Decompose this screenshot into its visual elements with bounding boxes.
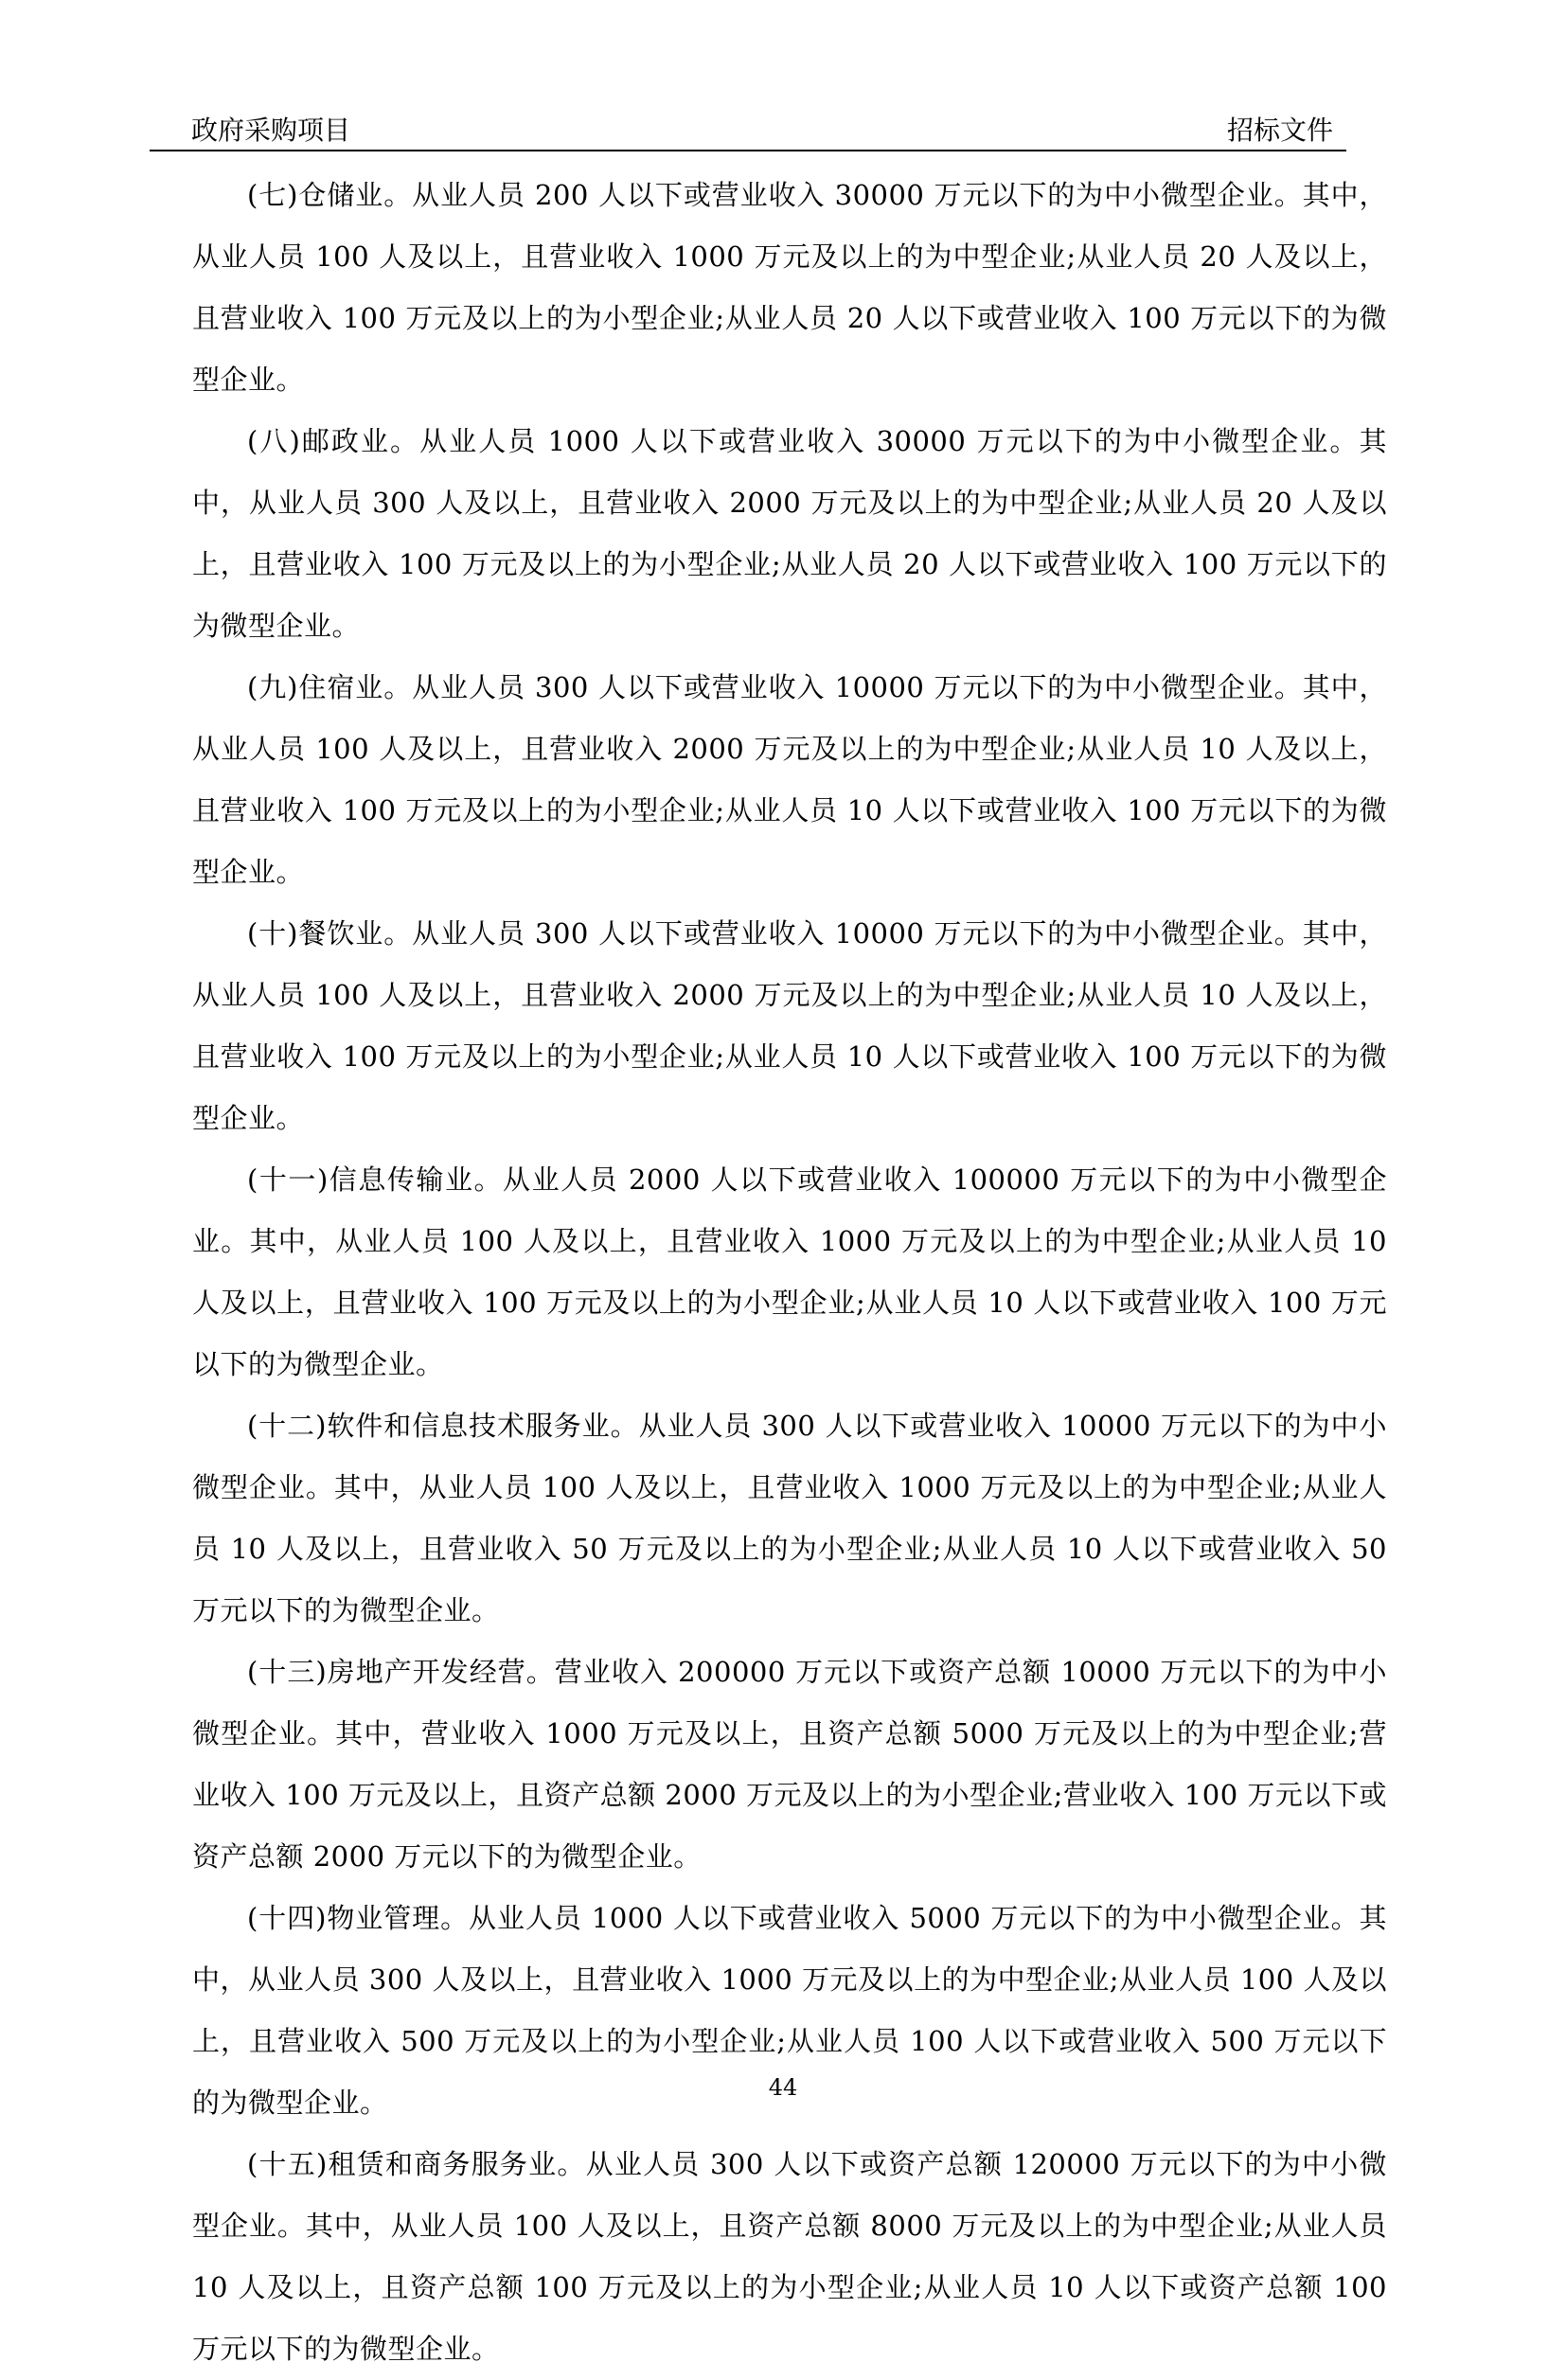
paragraph-catering: (十)餐饮业。从业人员 300 人以下或营业收入 10000 万元以下的为中小微型企业。其中，从业人员 100 人及以上，且营业收入 2000 万元及以上的为中型企业;从业人员 10 人及以上，且营业收入 100 万元及以上的为小型企业;从业人员 10 人以下或营业收入 100 万元以下的为微型企业。 (192, 917, 1387, 1134)
header-document-type: 招标文件 (1226, 115, 1333, 146)
document-body (192, 165, 1387, 2380)
paragraph-warehousing: (七)仓储业。从业人员 200 人以下或营业收入 30000 万元以下的为中小微型企业。其中，从业人员 100 人及以上，且营业收入 1000 万元及以上的为中型企业;从业人员 20 人及以上，且营业收入 100 万元及以上的为小型企业;从业人员 20 人以下或营业收入 100 万元以下的为微型企业。 (192, 179, 1387, 396)
paragraph-leasing-business-services: (十五)租赁和商务服务业。从业人员 300 人以下或资产总额 120000 万元以下的为中小微型企业。其中，从业人员 100 人及以上，且资产总额 8000 万元及以上的为中型企业;从业人员 10 人及以上，且资产总额 100 万元及以上的为小型企业;从业人员 10 人以下或资产总额 100 万元以下的为微型企业。 (192, 2148, 1387, 2365)
page-number: 44 (768, 2074, 798, 2101)
paragraph-property-management: (十四)物业管理。从业人员 1000 人以下或营业收入 5000 万元以下的为中小微型企业。其中，从业人员 300 人及以上，且营业收入 1000 万元及以上的为中型企业;从业人员 100 人及以上，且营业收入 500 万元及以上的为小型企业;从业人员 100 人以下或营业收入 500 万元以下的为微型企业。 (192, 1902, 1387, 2119)
paragraph-real-estate: (十三)房地产开发经营。营业收入 200000 万元以下或资产总额 10000 万元以下的为中小微型企业。其中，营业收入 1000 万元及以上，且资产总额 5000 万元及以上的为中型企业;营业收入 100 万元及以上，且资产总额 2000 万元及以上的为小型企业;营业收入 100 万元以下或资产总额 2000 万元以下的为微型企业。 (192, 1656, 1387, 1873)
paragraph-accommodation: (九)住宿业。从业人员 300 人以下或营业收入 10000 万元以下的为中小微型企业。其中，从业人员 100 人及以上，且营业收入 2000 万元及以上的为中型企业;从业人员 10 人及以上，且营业收入 100 万元及以上的为小型企业;从业人员 10 人以下或营业收入 100 万元以下的为微型企业。 (192, 671, 1387, 888)
paragraph-software-it-services: (十二)软件和信息技术服务业。从业人员 300 人以下或营业收入 10000 万元以下的为中小微型企业。其中，从业人员 100 人及以上，且营业收入 1000 万元及以上的为中型企业;从业人员 10 人及以上，且营业收入 50 万元及以上的为小型企业;从业人员 10 人以下或营业收入 50 万元以下的为微型企业。 (192, 1410, 1387, 1626)
header-project-type: 政府采购项目 (191, 115, 351, 146)
paragraph-information-transmission: (十一)信息传输业。从业人员 2000 人以下或营业收入 100000 万元以下的为中小微型企业。其中，从业人员 100 人及以上，且营业收入 1000 万元及以上的为中型企业;从业人员 10 人及以上，且营业收入 100 万元及以上的为小型企业;从业人员 10 人以下或营业收入 100 万元以下的为微型企业。 (192, 1163, 1387, 1380)
page-header (150, 112, 1346, 151)
paragraph-postal: (八)邮政业。从业人员 1000 人以下或营业收入 30000 万元以下的为中小微型企业。其中，从业人员 300 人及以上，且营业收入 2000 万元及以上的为中型企业;从业人员 20 人及以上，且营业收入 100 万元及以上的为小型企业;从业人员 20 人以下或营业收入 100 万元以下的为微型企业。 (192, 425, 1387, 642)
